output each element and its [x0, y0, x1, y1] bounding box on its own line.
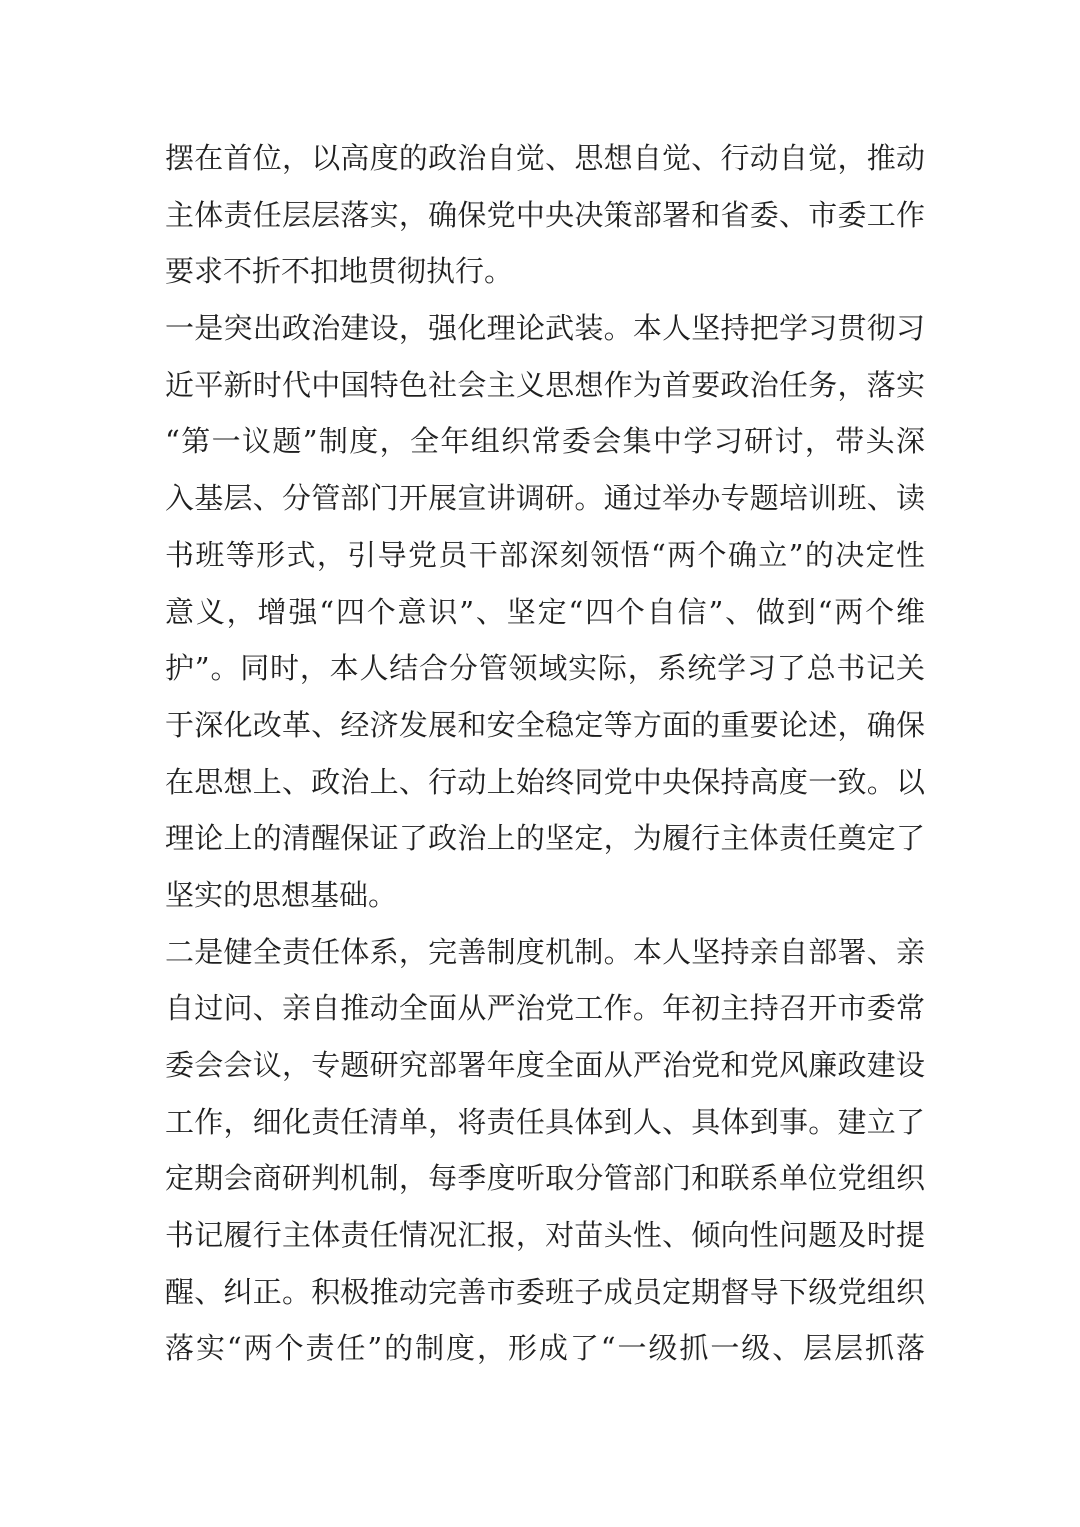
text-line: 理论上的清醒保证了政治上的坚定，为履行主体责任奠定了: [165, 821, 925, 856]
text-line: 意义，增强“四个意识”、坚定“四个自信”、做到“两个维: [165, 594, 925, 629]
text-line: 落实“两个责任”的制度，形成了“一级抓一级、层层抓落: [165, 1331, 925, 1366]
text-line: 近平新时代中国特色社会主义思想作为首要政治任务，落实: [165, 367, 925, 402]
text-line: 醒、纠正。积极推动完善市委班子成员定期督导下级党组织: [165, 1274, 925, 1309]
text-line: 二是健全责任体系，完善制度机制。本人坚持亲自部署、亲: [165, 934, 925, 969]
text-line: 工作，细化责任清单，将责任具体到人、具体到事。建立了: [165, 1104, 925, 1139]
text-line: 摆在首位，以高度的政治自觉、思想自觉、行动自觉，推动: [165, 141, 925, 175]
text-line: “第一议题”制度，全年组织常委会集中学习研讨，带头深: [165, 424, 925, 459]
text-line: 委会会议，专题研究部署年度全面从严治党和党风廉政建设: [165, 1048, 925, 1082]
text-line: 入基层、分管部门开展宣讲调研。通过举办专题培训班、读: [165, 481, 925, 516]
text-line: 主体责任层层落实，确保党中央决策部署和省委、市委工作: [165, 197, 925, 232]
text-line: 在思想上、政治上、行动上始终同党中央保持高度一致。以: [165, 764, 925, 799]
text-line: 护”。同时，本人结合分管领域实际，系统学习了总书记关: [165, 651, 925, 686]
text-line: 要求不折不扣地贯彻执行。: [165, 254, 514, 289]
text-line: 书记履行主体责任情况汇报，对苗头性、倾向性问题及时提: [165, 1218, 925, 1253]
text-line: 自过问、亲自推动全面从严治党工作。年初主持召开市委常: [165, 991, 925, 1026]
text-line: 于深化改革、经济发展和安全稳定等方面的重要论述，确保: [165, 707, 925, 742]
text-line: 一是突出政治建设，强化理论武装。本人坚持把学习贯彻习: [165, 311, 925, 346]
text-line: 书班等形式，引导党员干部深刻领悟“两个确立”的决定性: [165, 537, 925, 572]
text-line: 定期会商研判机制，每季度听取分管部门和联系单位党组织: [165, 1161, 925, 1196]
body-text: [165, 130, 925, 1377]
text-line: 坚实的思想基础。: [165, 877, 398, 912]
